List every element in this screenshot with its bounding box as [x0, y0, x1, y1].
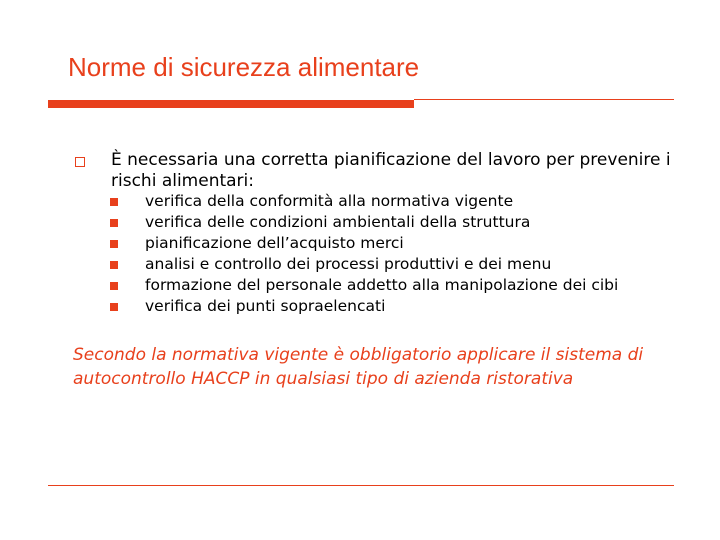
filled-square-bullet-icon: [110, 282, 118, 290]
list-item-text: verifica della conformità alla normativa vigente: [145, 192, 514, 210]
filled-square-bullet-icon: [110, 219, 118, 227]
list-item: [110, 214, 650, 231]
list-item: [110, 256, 650, 273]
list-item-text: analisi e controllo dei processi produttivi e dei menu: [145, 255, 552, 273]
footer-rule: [48, 485, 674, 486]
list-item: [110, 277, 650, 294]
filled-square-bullet-icon: [110, 303, 118, 311]
list-item-text: verifica delle condizioni ambientali della struttura: [145, 213, 531, 231]
list-item: [110, 235, 650, 252]
title-underline-thin: [414, 99, 674, 100]
hollow-square-bullet-icon: [75, 157, 85, 167]
title-underline-thick: [48, 100, 414, 108]
filled-square-bullet-icon: [110, 261, 118, 269]
sub-points-list: [110, 193, 650, 319]
slide-title: Norme di sicurezza alimentare: [68, 52, 420, 82]
filled-square-bullet-icon: [110, 198, 118, 206]
filled-square-bullet-icon: [110, 240, 118, 248]
main-point-text: È necessaria una corretta pianificazione del lavoro per prevenire i rischi alimentari:: [111, 150, 671, 191]
haccp-note: Secondo la normativa vigente è obbligatorio applicare il sistema di autocontrollo HACCP in qualsiasi tipo di azienda ristorativa: [73, 345, 644, 389]
list-item-text: verifica dei punti sopraelencati: [145, 297, 386, 315]
list-item: [110, 193, 650, 210]
list-item-text: pianificazione dell’acquisto merci: [145, 234, 404, 252]
list-item: [110, 298, 650, 315]
list-item-text: formazione del personale addetto alla manipolazione dei cibi: [145, 276, 619, 294]
